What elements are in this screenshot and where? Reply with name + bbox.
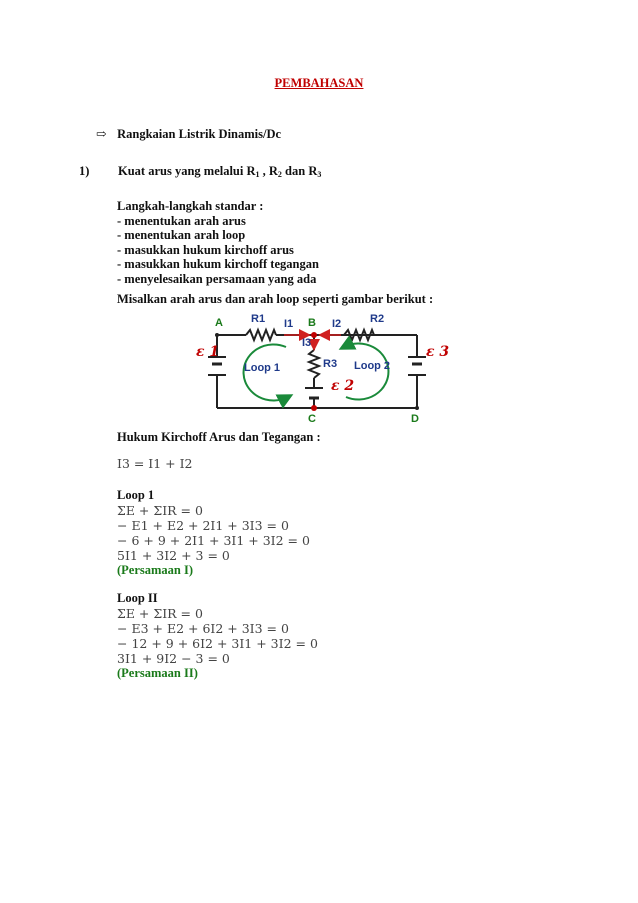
label-emf1: ε 1	[196, 344, 220, 360]
node-c	[311, 405, 317, 411]
label-node-a: A	[215, 317, 223, 329]
node-b	[311, 332, 317, 338]
equation-2-label: (Persamaan II)	[117, 666, 198, 680]
label-r2: R2	[370, 313, 385, 325]
loop2-label: Loop II	[117, 591, 158, 605]
step-item: - menentukan arah arus	[117, 213, 246, 228]
page-title: PEMBAHASAN	[274, 76, 364, 90]
step-item: - masukkan hukum kirchoff arus	[117, 242, 294, 257]
loop2-section	[117, 591, 318, 681]
label-r1: R1	[251, 313, 266, 325]
resistor-r1	[246, 330, 276, 340]
circuit-diagram	[196, 312, 450, 430]
equation-1-label: (Persamaan I)	[117, 563, 194, 577]
loop2-eq-1: ΣE + ΣIR = 0	[117, 606, 203, 621]
battery-e2	[305, 388, 323, 398]
label-i3: I3	[302, 337, 312, 349]
section-heading	[96, 126, 281, 142]
current-equation: I3 = I1 + I2	[117, 456, 193, 471]
kirchoff-heading: Hukum Kirchoff Arus dan Tegangan :	[117, 430, 321, 444]
loop1-label: Loop 1	[117, 488, 155, 502]
label-node-d: D	[411, 413, 419, 425]
step-item: - menentukan arah loop	[117, 228, 246, 243]
loop2-eq-3: − 12 + 9 + 6I2 + 3I1 + 3I2 = 0	[117, 636, 318, 651]
label-i2: I2	[332, 318, 342, 330]
resistor-r3	[309, 350, 319, 378]
steps-list	[117, 199, 319, 287]
question-number: 1)	[79, 164, 90, 178]
step-item: - menyelesaikan persamaan yang ada	[117, 271, 317, 286]
node-a	[215, 333, 219, 337]
question-text: Kuat arus yang melalui $R_1$ , $R_2$ dan $R_3$	[118, 164, 322, 179]
label-emf3: ε 3	[426, 344, 450, 360]
loop1-eq-3: − 6 + 9 + 2I1 + 3I1 + 3I2 = 0	[117, 533, 310, 548]
label-loop2: Loop 2	[354, 360, 391, 372]
label-node-b: B	[308, 317, 316, 329]
loop1-eq-4: 5I1 + 3I2 + 3 = 0	[117, 548, 230, 563]
step-item: - masukkan hukum kirchoff tegangan	[117, 257, 319, 272]
steps-heading: Langkah-langkah standar :	[117, 199, 264, 213]
loop2-eq-2: − E3 + E2 + 6I2 + 3I3 = 0	[117, 621, 289, 636]
loop1-eq-2: − E1 + E2 + 2I1 + 3I3 = 0	[117, 518, 289, 533]
battery-e3	[408, 357, 426, 375]
section-heading-text: Rangkaian Listrik Dinamis/Dc	[117, 127, 282, 141]
loop2-eq-4: 3I1 + 9I2 − 3 = 0	[117, 651, 230, 666]
label-node-c: C	[308, 413, 316, 425]
label-r3: R3	[323, 358, 338, 370]
circuit-intro: Misalkan arah arus dan arah loop seperti gambar berikut :	[117, 292, 434, 306]
right-arrow-icon: ⇨	[96, 127, 107, 141]
label-emf2: ε 2	[331, 378, 355, 394]
loop1-eq-1: ΣE + ΣIR = 0	[117, 503, 203, 518]
loop1-section	[117, 488, 310, 578]
label-i1: I1	[284, 318, 294, 330]
node-d	[415, 406, 419, 410]
label-loop1: Loop 1	[244, 362, 281, 374]
